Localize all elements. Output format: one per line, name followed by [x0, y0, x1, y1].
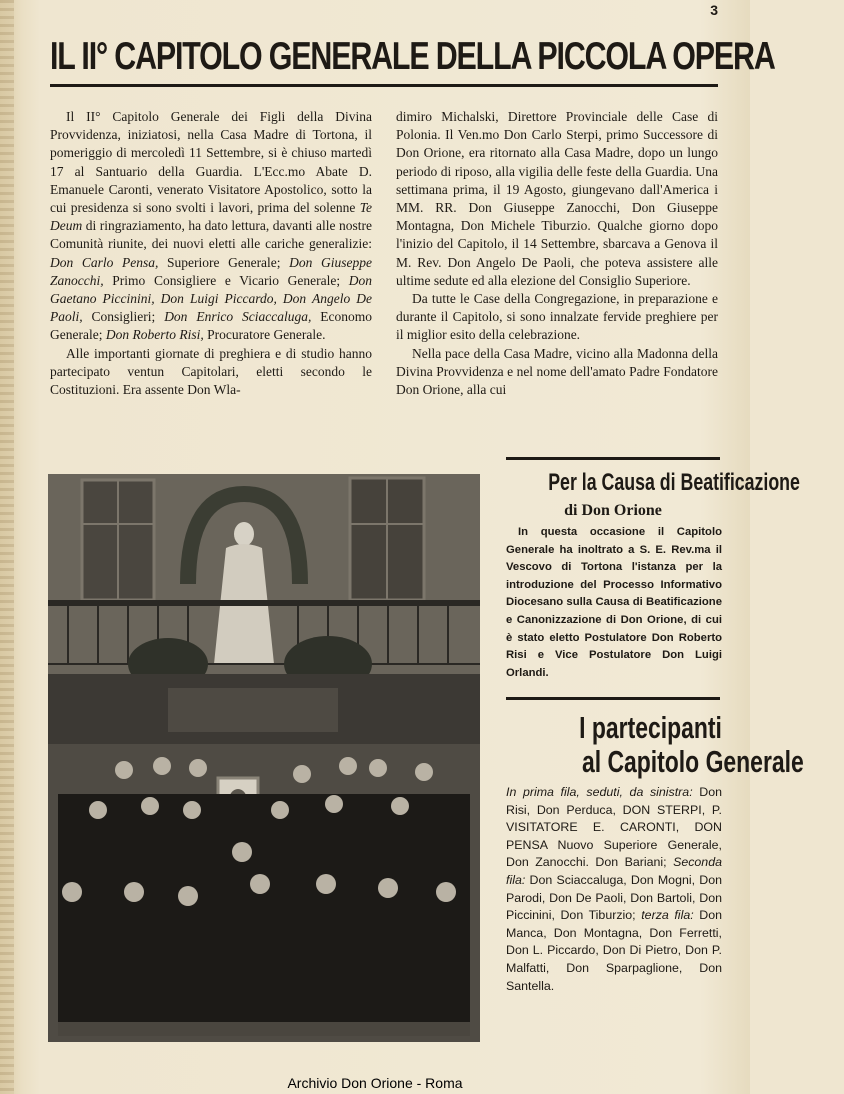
participants-title-line-1: I partecipanti [579, 710, 722, 745]
participants-caption: In prima fila, seduti, da sinistra: Don Risi, Don Perduca, DON STERPI, P. VISITATORE E. CARONTI, DON PENSA Nuovo Superiore Generale, Don Zanocchi. Don Bariani; Seconda fila: Don Sciaccaluga, Don Mogni, Don Parodi, Don De Paoli, Don Bartoli, Don Piccinini, Don Tiburzio; terza fila: Don Manca, Don Montagna, Don Ferretti, Don L. Piccardo, Don Di Pietro, Don P. Malfatti, Don Sparpaglione, Don Santella. [506, 785, 722, 993]
beatification-title: Per la Causa di Beatificazione [548, 469, 800, 496]
group-photo-illustration [48, 474, 480, 1042]
article-paragraph: Nella pace della Casa Madre, vicino alla Madonna della Divina Provvidenza e nel nome dell'amato Padre Fondatore Don Orione, alla cui [396, 345, 718, 398]
article-column-left [50, 108, 372, 399]
binding-edge [0, 0, 14, 1094]
article-column-right [396, 108, 718, 399]
sidebar-rule-middle [506, 697, 720, 700]
article-paragraph: Il II° Capitolo Generale dei Figli della Divina Provvidenza, iniziatosi, nella Casa Madre di Tortona, il pomeriggio di mercoledì 11 Settembre, si è chiuso martedì 17 al Santuario della Guardia. L'Ecc.mo Abate D. Emanuele Caronti, venerato Visitatore Apostolico, sotto la cui presidenza si sono svolti i lavori, prima del solenne Te Deum di ringraziamento, ha dato lettura, davanti alle nostre Comunità riunite, dei nuovi eletti alle cariche generalizie: Don Carlo Pensa, Superiore Generale; Don Giuseppe Zanocchi, Primo Consigliere e Vicario Generale; Don Gaetano Piccinini, Don Luigi Piccardo, Don Angelo De Paoli, Consiglieri; Don Enrico Sciaccaluga, Economo Generale; Don Roberto Risi, Procuratore Generale. [50, 109, 373, 343]
archive-footer-label: Archivio Don Orione - Roma [287, 1075, 463, 1091]
sidebar-rule-top [506, 457, 720, 460]
article-paragraph: Da tutte le Case della Congregazione, in preparazione e durante il Capitolo, si sono innalzate fervide preghiere per il miglior esito della celebrazione. [396, 291, 718, 343]
participants-title-line-2: al Capitolo Generale [581, 744, 804, 779]
article-title: IL II° CAPITOLO GENERALE DELLA PICCOLA OPERA [50, 35, 775, 78]
beatification-body: In questa occasione il Capitolo Generale ha inoltrato a S. E. Rev.ma il Vescovo di Tortona l'istanza per la introduzione del Processo Informativo Diocesano sulla Causa di Beatificazione e Canonizzazione di Don Orione, di cui è stato eletto Postulatore Don Roberto Risi e Vice Postulatore Don Luigi Orlandi. [506, 526, 722, 679]
title-rule [50, 84, 718, 87]
beatification-subtitle: di Don Orione [564, 502, 662, 519]
page-number: 3 [710, 2, 718, 18]
article-paragraph: dimiro Michalski, Direttore Provinciale delle Case di Polonia. Il Ven.mo Don Carlo Sterpi, primo Successore di Don Orione, era ritornato alla Casa Madre, dopo un lungo periodo di riposo, alla vigilia delle feste della Guardia. Una settimana prima, il 19 Agosto, giungevano dall'America i MM. RR. Don Giuseppe Zanocchi, Don Giuseppe Montagna, Don Michele Tiburzio. Qualche giorno dopo l'inizio del Capitolo, il 14 Settembre, sbarcava a Genova il M. Rev. Don Angelo De Paoli, che poteva assistere alle ultime sedute ed alla elezione del Consiglio Superiore. [396, 109, 718, 288]
article-paragraph: Alle importanti giornate di preghiera e di studio hanno partecipato ventun Capitolari, eletti secondo le Costituzioni. Era assente Don Wla- [50, 345, 372, 398]
group-photo [48, 474, 480, 1042]
